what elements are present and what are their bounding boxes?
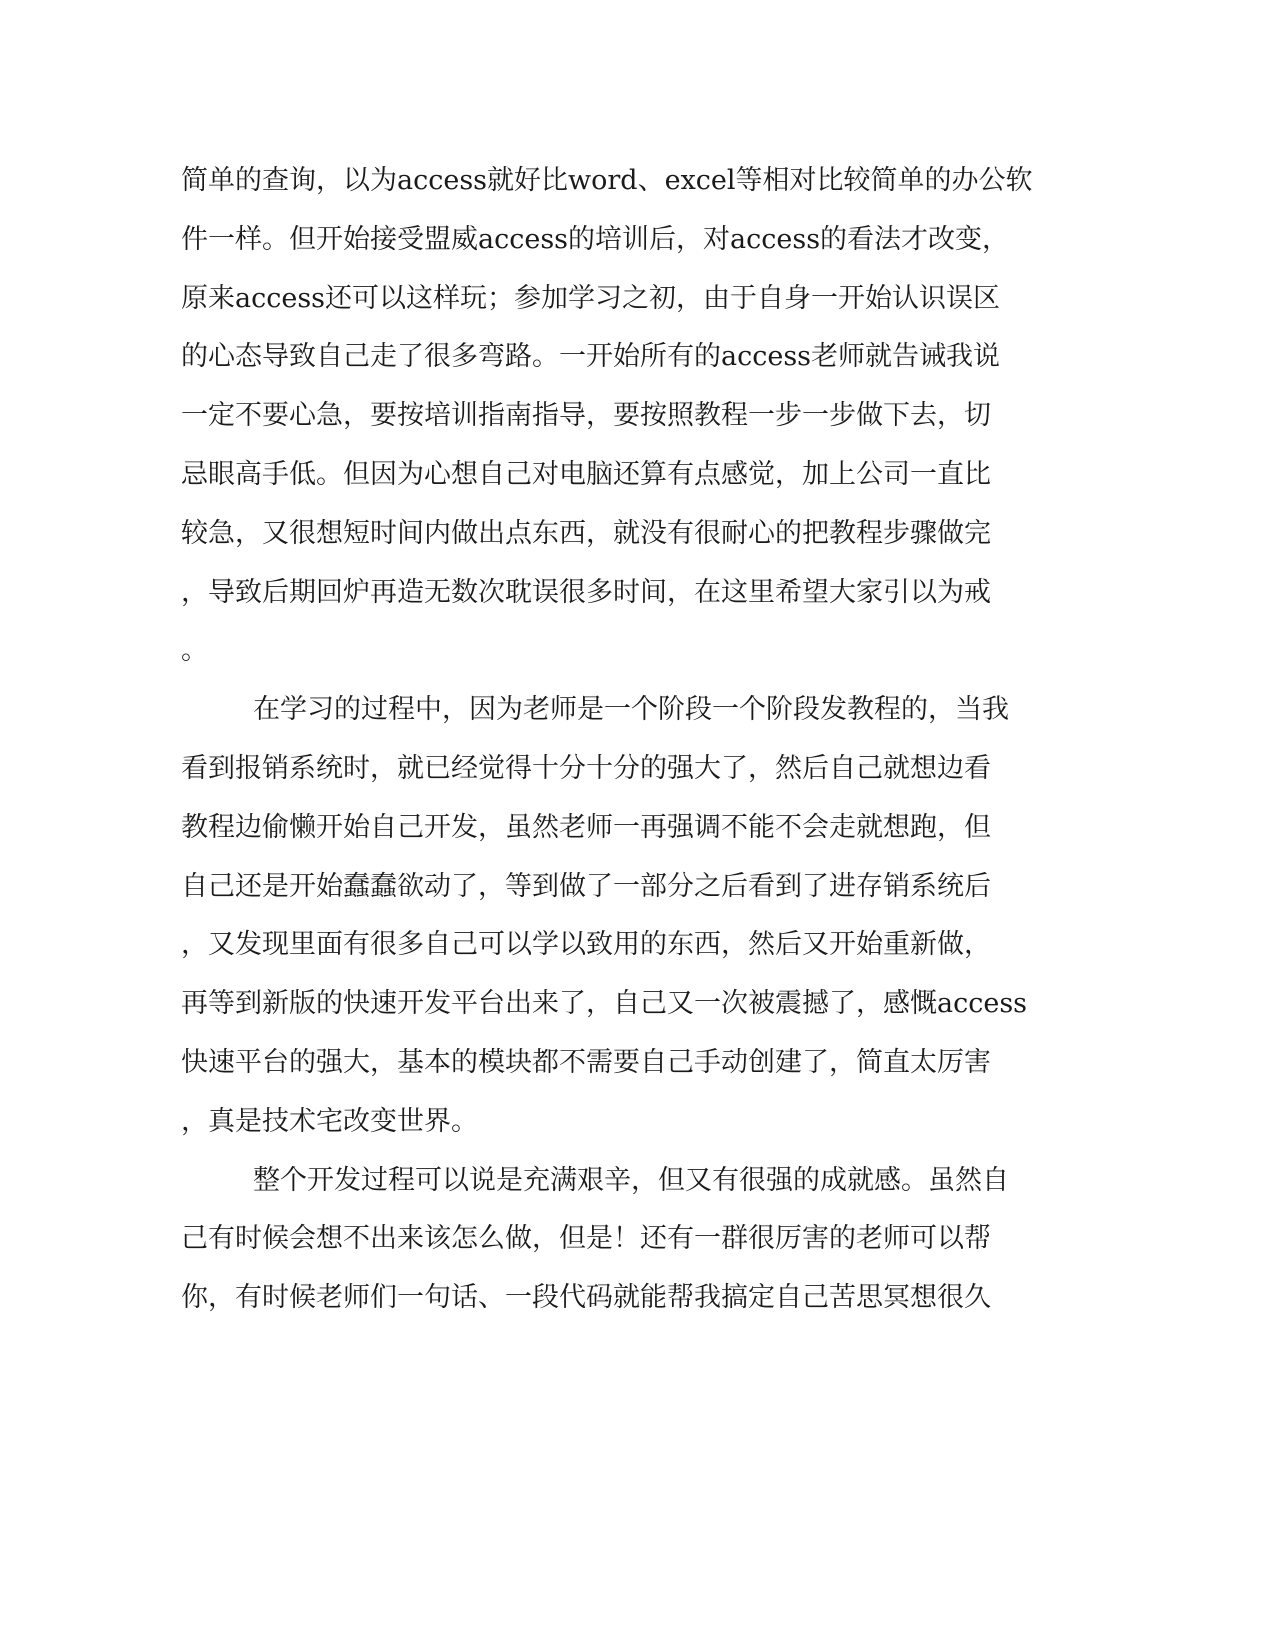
text-line: ，又发现里面有很多自己可以学以致用的东西，然后又开始重新做， [181, 929, 991, 961]
body-text [181, 152, 1061, 1328]
text-line: 你，有时候老师们一句话、一段代码就能帮我搞定自己苦思冥想很久 [181, 1282, 991, 1314]
text-line: 看到报销系统时，就已经觉得十分十分的强大了，然后自己就想边看 [181, 752, 991, 784]
text-line: 一定不要心急，要按培训指南指导，要按照教程一步一步做下去，切 [181, 400, 991, 432]
paragraph-start-line: 整个开发过程可以说是充满艰辛，但又有很强的成就感。虽然自 [253, 1164, 1009, 1196]
text-line: 件一样。但开始接受盟威access的培训后，对access的看法才改变， [181, 223, 1010, 255]
text-line: ，真是技术宅改变世界。 [181, 1105, 478, 1137]
text-line: 教程边偷懒开始自己开发，虽然老师一再强调不能不会走就想跑，但 [181, 811, 991, 843]
text-line: 自己还是开始蠢蠢欲动了，等到做了一部分之后看到了进存销系统后 [181, 870, 991, 902]
text-line: 原来access还可以这样玩；参加学习之初，由于自身一开始认识误区 [181, 282, 1001, 314]
text-line: 简单的查询，以为access就好比word、excel等相对比较简单的办公软 [181, 165, 1033, 196]
text-line: 的心态导致自己走了很多弯路。一开始所有的access老师就告诫我说 [181, 341, 1001, 373]
text-line: 再等到新版的快速开发平台出来了，自己又一次被震撼了，感慨access [181, 988, 1028, 1020]
text-line: ，导致后期回炉再造无数次耽误很多时间，在这里希望大家引以为戒 [181, 576, 991, 608]
text-line: 己有时候会想不出来该怎么做，但是！还有一群很厉害的老师可以帮 [181, 1223, 991, 1255]
text-line: 忌眼高手低。但因为心想自己对电脑还算有点感觉，加上公司一直比 [181, 458, 991, 490]
paragraph-start-line: 在学习的过程中，因为老师是一个阶段一个阶段发教程的，当我 [253, 694, 1009, 726]
text-line: 快速平台的强大，基本的模块都不需要自己手动创建了，简直太厉害 [181, 1046, 991, 1078]
text-line: 较急，又很想短时间内做出点东西，就没有很耐心的把教程步骤做完 [181, 517, 991, 549]
text-line: 。 [181, 635, 208, 667]
